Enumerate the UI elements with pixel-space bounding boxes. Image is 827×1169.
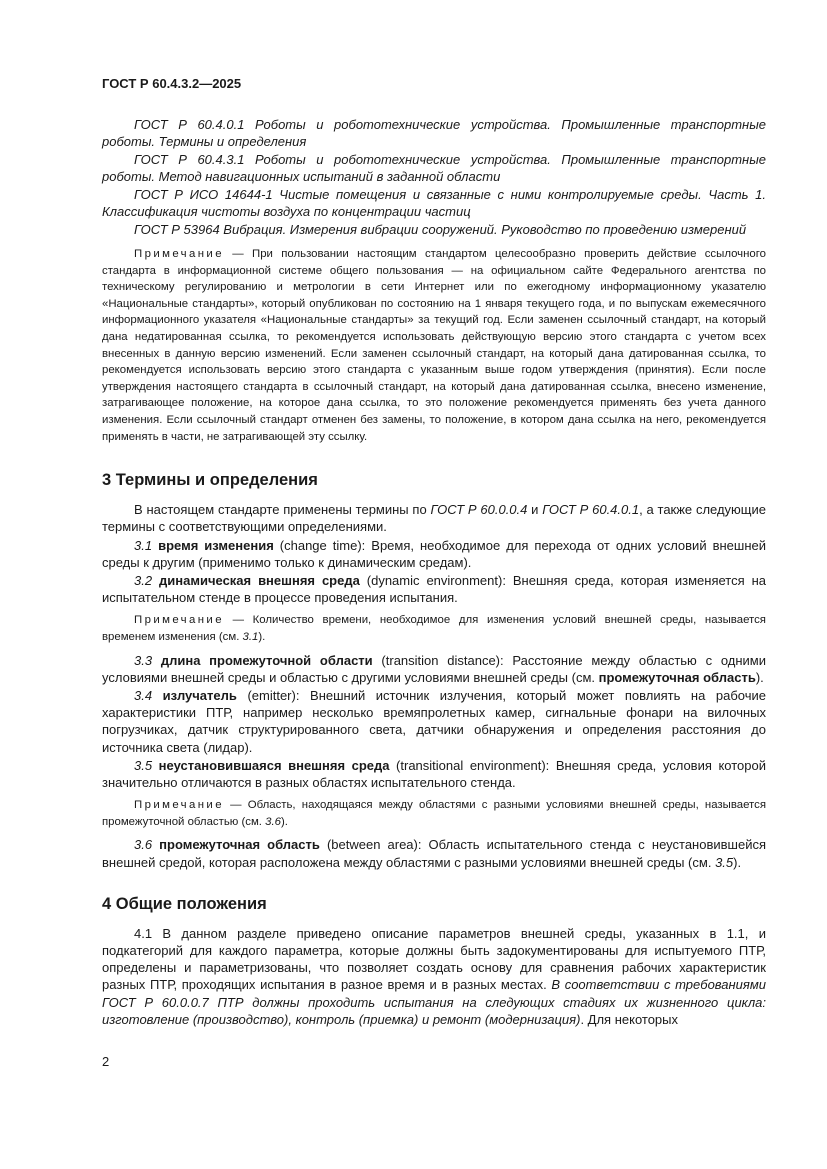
note-3-5: Примечание — Область, находящаяся между областями с разными условиями внешней среды, называется промежуточной областью (см. 3.6). [102,799,766,828]
page-number: 2 [102,1054,110,1069]
term-3-5: 3.5 неустановившаяся внешняя среда (transitional environment): Внешняя среда, условия которой значительно отличаются в разных областях испытательного стенда. [102,757,766,790]
section-3-title: 3 Термины и определения [102,471,318,490]
document-header: ГОСТ Р 60.4.3.2—2025 [102,76,242,91]
normative-reference: ГОСТ Р 60.4.0.1 Роботы и робототехнические устройства. Промышленные транспортные роботы. Термины и определения [102,117,766,149]
section-3-intro: В настоящем стандарте применены термины по ГОСТ Р 60.0.0.4 и ГОСТ Р 60.4.0.1, а также следующие термины с соответствующими определениями. [102,502,766,535]
term-3-4: 3.4 излучатель (emitter): Внешний источник излучения, который может повлиять на рабочие характеристики ПТР, например несколько времяпролетных камер, сигнальные фонари на вилочных погрузчиках, датчик структурированного света, датчики обнаружения и определения расстояния до источника света (лидар). [102,687,766,755]
note-3-2: Примечание — Количество времени, необходимое для изменения условий внешней среды, называется временем изменения (см. 3.1). [102,614,766,643]
section-4-paragraph-1: 4.1 В данном разделе приведено описание параметров внешней среды, указанных в 1.1, и подкатегорий для каждого параметра, которые должны быть задокументированы для испытуемого ПТР, определены и параметризованы, что позволяет создать основу для сравнения рабочих характеристик разных ПТР, проходящих испытания в разное время и в разных местах. В соответствии с требованиями ГОСТ Р 60.0.0.7 ПТР должны проходить испытания на следующих стадиях их жизненного цикла: изготовление (производство), контроль (приемка) и ремонт (модернизация). Для некоторых [102,925,767,1027]
term-3-3: 3.3 длина промежуточной области (transition distance): Расстояние между областью с одними условиями внешней среды и областью с другими условиями внешней среды (см. промежуточная область). [102,652,766,685]
normative-reference: ГОСТ Р 60.4.3.1 Роботы и робототехнические устройства. Промышленные транспортные роботы. Метод навигационных испытаний в заданной области [102,152,766,184]
note-label: Примечание [134,248,224,260]
term-3-1: 3.1 время изменения (change time): Время, необходимое для перехода от одних условий внешней среды к другим (применимо только к динамическим средам). [102,537,766,570]
note-text: При пользовании настоящим стандартом целесообразно проверить действие ссылочного стандарта в информационной системе общего пользования — на официальном сайте Федерального агентства по техническому регулированию и метрологии в сети Интернет или по ежегодному информационному указателю «Национальные стандарты», который опубликован по состоянию на 1 января текущего года, и по выпускам ежемесячного информационного указателя «Национальные стандарты» за текущий год. Если заменен ссылочный стандарт, на который дана недатированная ссылка, то рекомендуется использовать действующую версию этого стандарта с учетом всех внесенных в данную версию изменений. Если заменен ссылочный стандарт, на который дана датированная ссылка, то рекомендуется использовать версию этого стандарта с указанным выше годом утверждения (принятия). Если после утверждения настоящего стандарта в ссылочный стандарт, на который дана датированная ссылка, внесено изменение, затрагивающее положение, на которое дана ссылка, то это положение рекомендуется применять без учета данного изменения. Если ссылочный стандарт отменен без замены, то положение, в котором дана ссылка на него, рекомендуется применять в части, не затрагивающей эту ссылку. [102,248,766,443]
term-3-6: 3.6 промежуточная область (between area): Область испытательного стенда с неустановившейся внешней средой, которая расположена между областями с разными условиями внешней среды (см. 3.5). [102,837,766,870]
term-3-2: 3.2 динамическая внешняя среда (dynamic environment): Внешняя среда, которая изменяется на испытательном стенде в процессе проведения испытания. [102,572,766,606]
section-4-title: 4 Общие положения [102,894,267,913]
normative-reference: ГОСТ Р 53964 Вибрация. Измерения вибрации сооружений. Руководство по проведению измерений [134,222,747,237]
normative-reference: ГОСТ Р ИСО 14644-1 Чистые помещения и связанные с ними контролируемые среды. Часть 1. Классификация чистоты воздуха по концентрации частиц [102,187,766,219]
document-body [102,116,766,1029]
note-references: Примечание — При пользовании настоящим стандартом целесообразно проверить действие ссылочного стандарта в информационной системе общего пользования — на официальном сайте Федерального агентства по техническому регулированию и метрологии в сети Интернет или по ежегодному информационному указателю «Национальные стандарты», который опубликован по состоянию на 1 января текущего года, и по выпускам ежемесячного информационного указателя «Национальные стандарты» за текущий год. Если заменен ссылочный стандарт, на который дана недатированная ссылка, то рекомендуется использовать действующую версию этого стандарта с учетом всех внесенных в данную версию изменений. Если заменен ссылочный стандарт, на который дана датированная ссылка, то рекомендуется использовать версию этого стандарта с указанным выше годом утверждения (принятия). Если после утверждения настоящего стандарта в ссылочный стандарт, на который дана датированная ссылка, внесено изменение, затрагивающее положение, на которое дана ссылка, то это положение рекомендуется применять без учета данного изменения. Если ссылочный стандарт отменен без замены, то положение, в котором дана ссылка на него, рекомендуется применять в части, не затрагивающей эту ссылку. [102,248,766,443]
